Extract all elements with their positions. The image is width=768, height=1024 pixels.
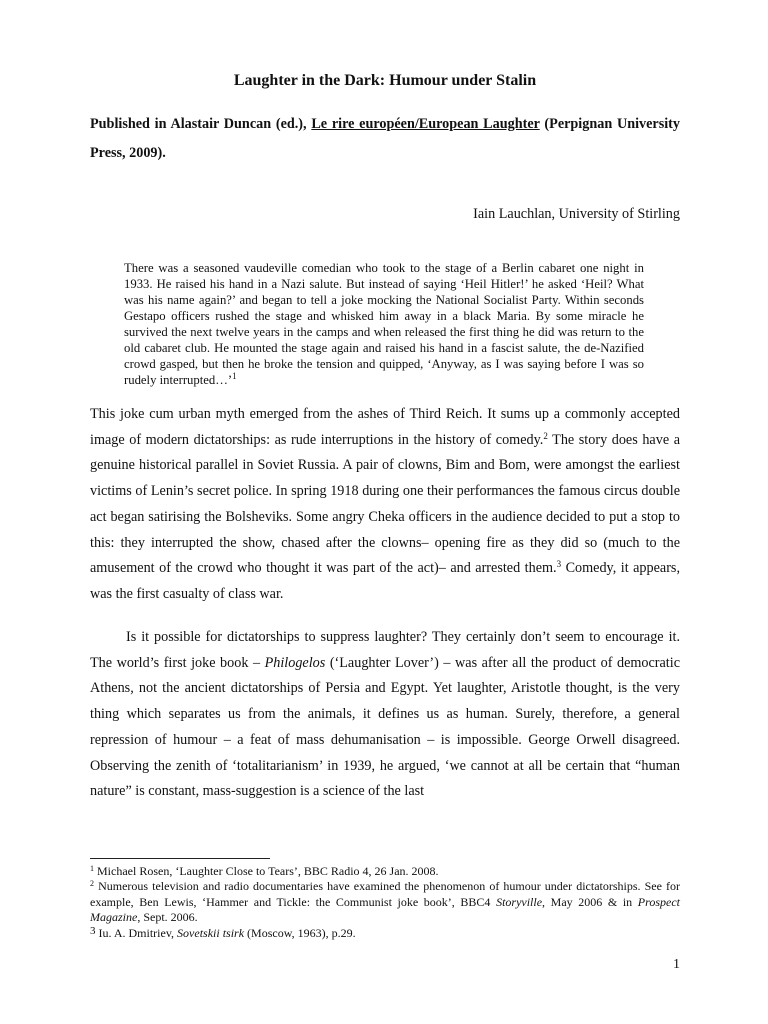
footnote-3 [90,926,680,941]
footnote-2 [90,879,680,925]
page-number: 1 [673,957,680,972]
footnote-2-text-a: Numerous television and radio documentaries have examined the phenomenon of humour under dictatorships. See for example, Ben Lewis, ‘Hammer and Tickle: the Communist joke book’, BBC4 [90,879,680,909]
epigraph-text: There was a seasoned vaudeville comedian who took to the stage of a Berlin cabaret one night in 1933. He raised his hand in a Nazi salute. But instead of saying ‘Heil Hitler!’ he asked ‘Heil? What was his name again?’ and began to tell a joke mocking the National Socialist Party. Within seconds Gestapo officers rushed the stage and whisked him away in a black Maria. By some miracle he survived the next twelve years in the camps and when released the first thing he did was return to the old cabaret club. He mounted the stage again and raised his hand in a fascist salute, the de-Nazified crowd gasped, but then he broke the tension and quipped, ‘Anyway, as I was saying before I was so rudely interrupted…’ [124,261,644,387]
footnote-2-italic-b: Prospect Magazine [90,894,681,925]
footnote-2-text-c: , Sept. 2006. [137,910,198,925]
paragraph-2-text-a: Is it possible for dictatorships to suppress laughter? They certainly don’t seem to encourage it. The world’s first joke book – [90,629,680,671]
footnote-ref-1: 1 [232,371,237,381]
paragraph-1-text-c: Comedy, it appears, was the first casualty of class war. [90,560,681,602]
paragraph-2-book-italic: Philogelos [264,654,326,671]
publication-prefix: Published in Alastair Duncan (ed.), [90,116,312,132]
footnote-3-italic-a: Sovetskii tsirk [177,925,245,940]
body-paragraph-2 [90,625,680,805]
footnote-1-text: Michael Rosen, ‘Laughter Close to Tears’, BBC Radio 4, 26 Jan. 2008. [94,864,439,878]
footnote-2-text-b: , May 2006 & in [542,894,638,909]
footnote-ref-3: 3 [556,559,562,570]
epigraph-quote [124,260,644,388]
footnote-1 [90,864,680,879]
footnote-2-italic-a: Storyville [496,894,543,909]
footnote-3-text-b: (Moscow, 1963), p.29. [244,925,356,940]
publication-note [90,110,680,168]
footnote-3-text-a: Iu. A. Dmitriev, [95,925,178,940]
paragraph-1-text-b: The story does have a genuine historical parallel in Soviet Russia. A pair of clowns, Bim and Bom, were amongst the earliest victims of Lenin’s secret police. In spring 1918 during one their performances the famous circus double act began satirising the Bolsheviks. Some angry Cheka officers in the audience decided to put a stop to this: they interrupted the show, chased after the clowns– opening fire as they did so (much to the amusement of the crowd who thought it was part of the act)– and arrested them. [90,431,680,577]
footnotes [90,864,680,941]
footnote-1-number: 1 [90,864,94,873]
footnote-3-number: 3 [90,924,96,937]
footnote-separator [90,858,270,859]
document-title: Laughter in the Dark: Humour under Stalin [233,72,537,89]
publication-book-title: Le rire européen/European Laughter [311,116,540,132]
paragraph-1-text-a: This joke cum urban myth emerged from the ashes of Third Reich. It sums up a commonly accepted image of modern dictatorships: as rude interruptions in the history of comedy. [90,406,680,448]
body-paragraph-1 [90,402,680,608]
footnote-2-number: 2 [90,879,94,889]
publication-suffix: (Perpignan University Press, 2009). [90,116,680,161]
footnote-ref-2: 2 [543,430,548,441]
author-line: Iain Lauchlan, University of Stirling [473,206,680,222]
paragraph-2-text-b: (‘Laughter Lover’) – was after all the product of democratic Athens, not the ancient dictatorships of Persia and Egypt. Yet laughter, Aristotle thought, is the very thing which separates us from the animals, it defines us as human. Surely, therefore, a general repression of humour – a feat of mass dehumanisation – is impossible. George Orwell disagreed. Observing the zenith of ‘totalitarianism’ in 1939, he argued, ‘we cannot at all be certain that “human nature” is constant, mass-suggestion is a science of the last [90,654,680,800]
